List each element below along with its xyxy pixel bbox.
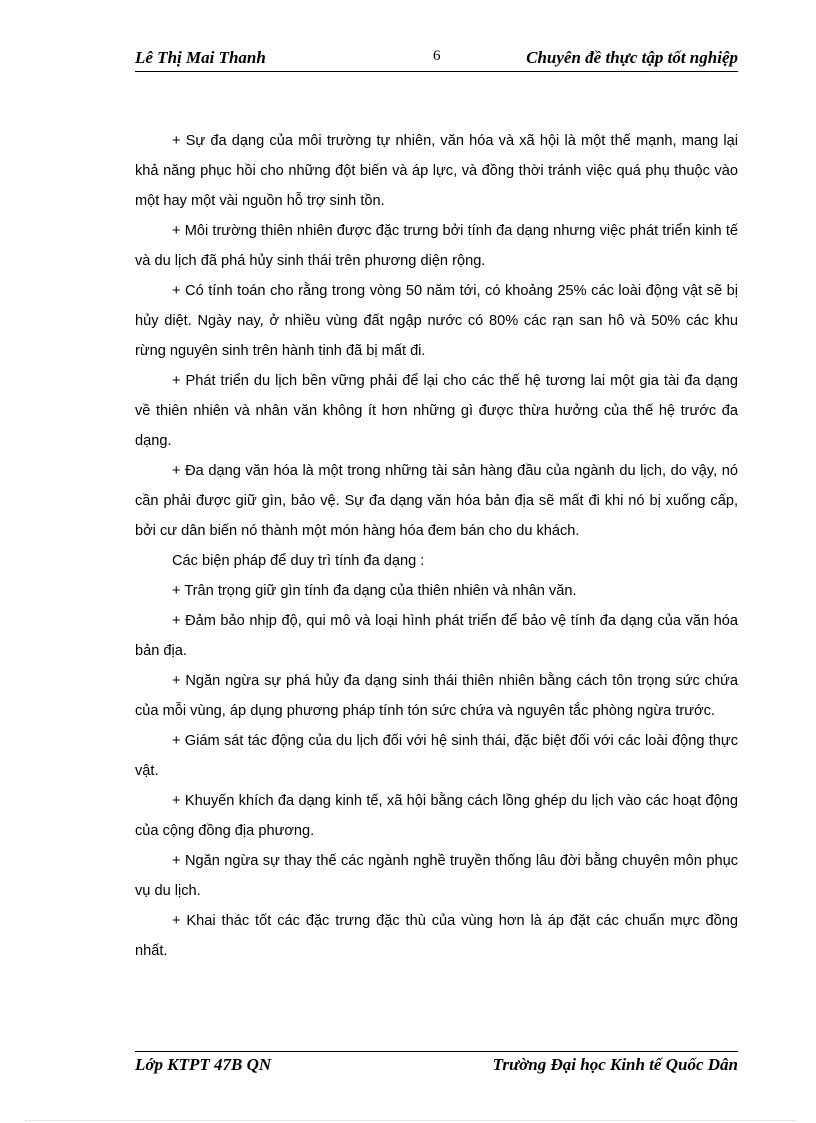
- paragraph: + Có tính toán cho rằng trong vòng 50 năm tới, có khoảng 25% các loài động vật sẽ bị hủy diệt. Ngày nay, ở nhiều vùng đất ngập nước có 80% các rạn san hô và 50% các khu rừng nguyên sinh trên hành tinh đã bị mất đi.: [135, 283, 738, 359]
- footer-university: Trường Đại học Kinh tế Quốc Dân: [492, 1055, 738, 1074]
- paragraph: + Giám sát tác động của du lịch đối với hệ sinh thái, đặc biệt đối với các loài động thực vật.: [135, 733, 738, 779]
- header-title: Chuyên đề thực tập tốt nghiệp: [526, 48, 738, 67]
- paragraph: Các biện pháp để duy trì tính đa dạng :: [172, 553, 425, 569]
- paragraph: + Khuyến khích đa dạng kinh tế, xã hội bằng cách lồng ghép du lịch vào các hoạt động của cộng đồng địa phương.: [135, 793, 738, 839]
- paragraph: + Trân trọng giữ gìn tính đa dạng của thiên nhiên và nhân văn.: [172, 583, 577, 599]
- paragraph: + Môi trường thiên nhiên được đặc trưng bởi tính đa dạng nhưng việc phát triển kinh tế và du lịch đã phá hủy sinh thái trên phương diện rộng.: [135, 223, 738, 269]
- page-header: [135, 46, 738, 72]
- body-text: [135, 126, 738, 966]
- page-number: 6: [433, 48, 441, 64]
- paragraph: + Ngăn ngừa sự phá hủy đa dạng sinh thái thiên nhiên bằng cách tôn trọng sức chứa của mỗi vùng, áp dụng phương pháp tính tón sức chứa và nguyên tắc phòng ngừa trước.: [135, 673, 738, 719]
- paragraph: + Sự đa dạng của môi trường tự nhiên, văn hóa và xã hội là một thế mạnh, mang lại khả năng phục hồi cho những đột biến và áp lực, và đồng thời tránh việc quá phụ thuộc vào một hay một vài nguồn hỗ trợ sinh tồn.: [135, 133, 738, 209]
- paragraph: + Đa dạng văn hóa là một trong những tài sản hàng đầu của ngành du lịch, do vậy, nó cần phải được giữ gìn, bảo vệ. Sự đa dạng văn hóa bản địa sẽ mất đi khi nó bị xuống cấp, bởi cư dân biến nó thành một món hàng hóa đem bán cho du khách.: [135, 463, 738, 539]
- paragraph: + Ngăn ngừa sự thay thế các ngành nghề truyền thống lâu đời bằng chuyên môn phục vụ du lịch.: [135, 853, 738, 899]
- footer-rule: [135, 1051, 738, 1052]
- paragraph: + Phát triển du lịch bền vững phải để lại cho các thế hệ tương lai một gia tài đa dạng về thiên nhiên và nhân văn không ít hơn những gì được thừa hưởng của thế hệ trước đa dạng.: [135, 373, 738, 449]
- paragraph: + Đảm bảo nhịp độ, qui mô và loại hình phát triển để bảo vệ tính đa dạng của văn hóa bản địa.: [135, 613, 738, 659]
- header-author: Lê Thị Mai Thanh: [135, 48, 266, 67]
- page-edge-divider: [25, 1120, 795, 1121]
- page-footer: [135, 1055, 738, 1081]
- header-rule: [135, 71, 738, 72]
- paragraph: + Khai thác tốt các đặc trưng đặc thù của vùng hơn là áp đặt các chuẩn mực đồng nhất.: [135, 913, 738, 959]
- footer-class: Lớp KTPT 47B QN: [135, 1055, 272, 1074]
